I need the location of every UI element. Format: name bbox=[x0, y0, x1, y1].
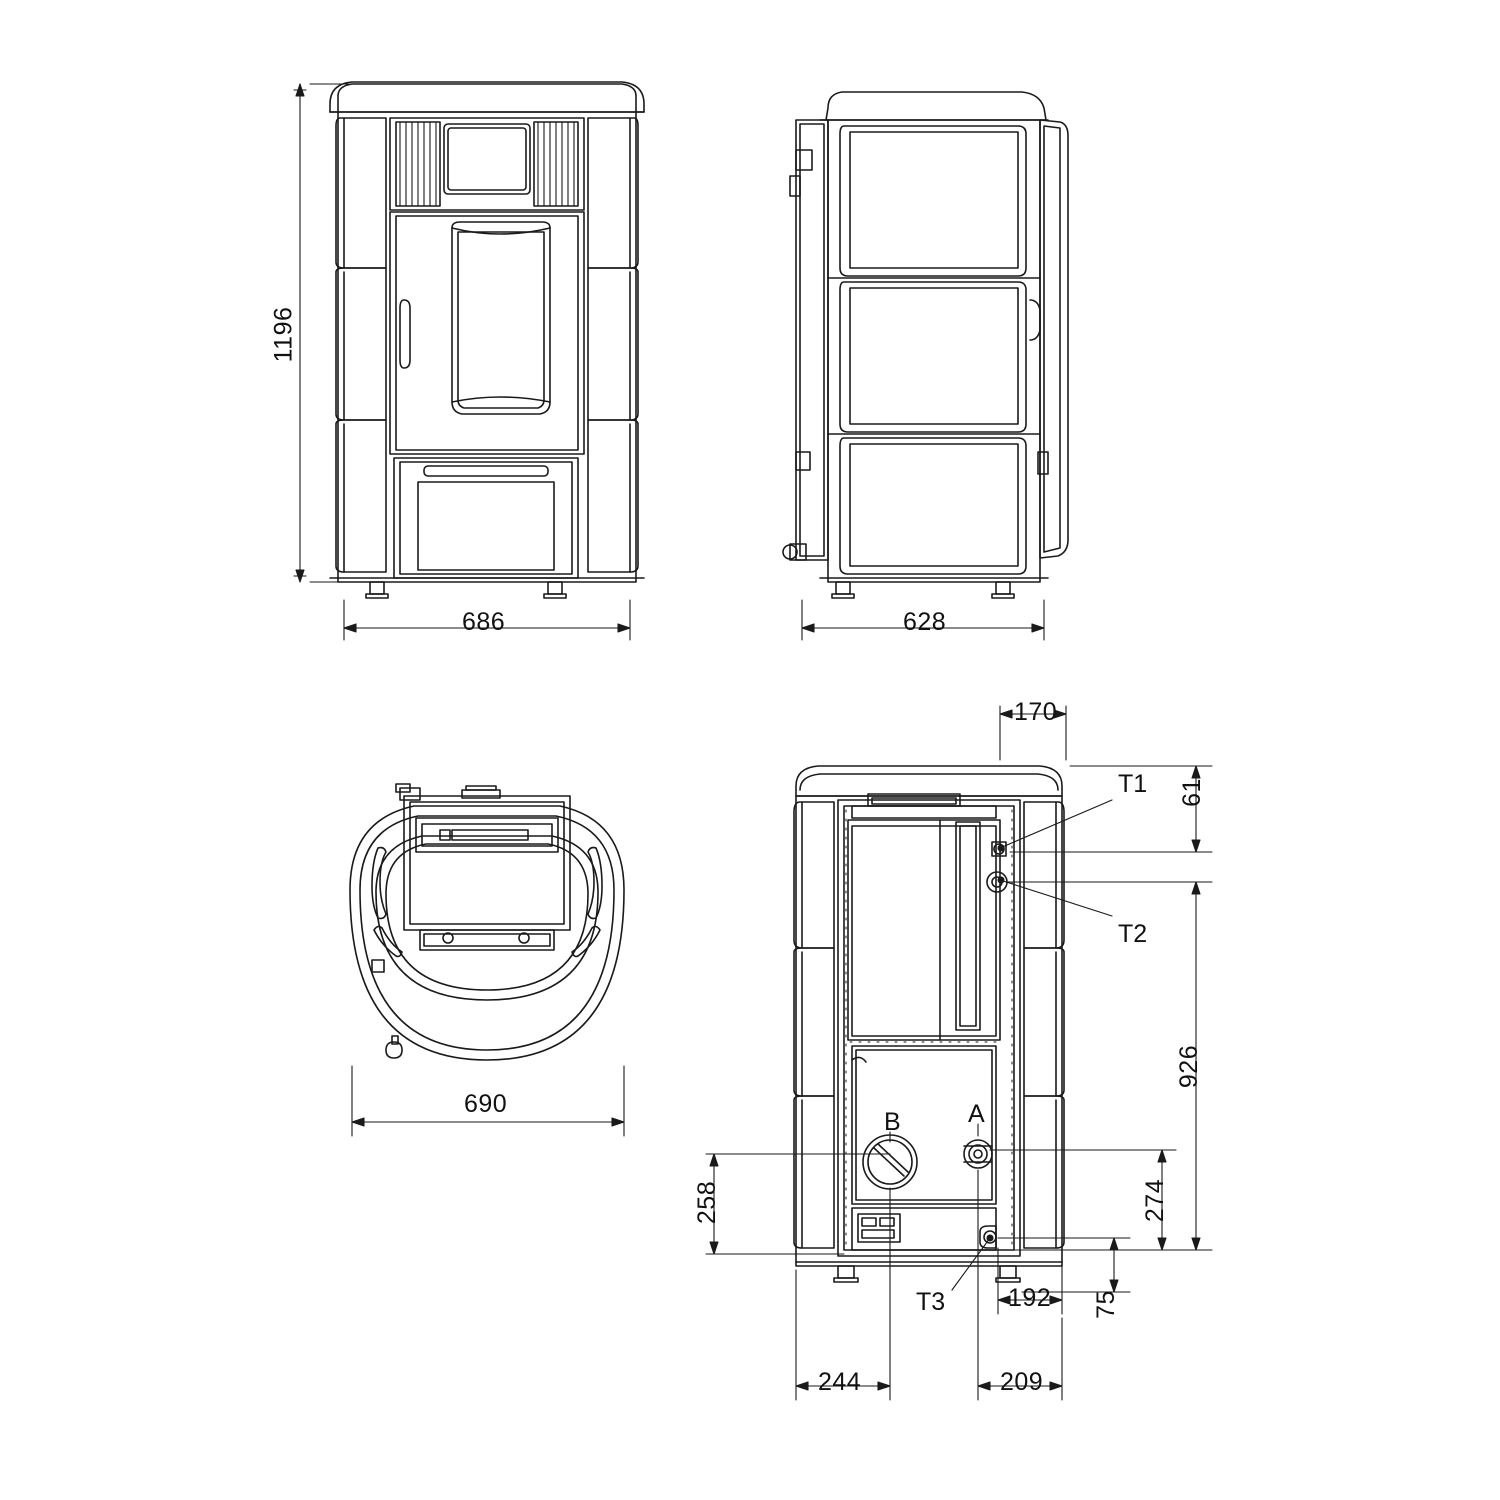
dim-rear-left-height: 258 bbox=[693, 1180, 722, 1225]
dim-front-height: 1196 bbox=[269, 306, 298, 363]
dim-rear-left-offset: 244 bbox=[818, 1368, 862, 1396]
dim-front-width: 686 bbox=[462, 608, 506, 636]
callout-t3: T3 bbox=[916, 1288, 946, 1316]
side-view-geometry bbox=[783, 92, 1068, 598]
dim-rear-t3-offset: 192 bbox=[1008, 1284, 1052, 1312]
dim-rear-top-offset: 170 bbox=[1014, 698, 1058, 726]
callout-port-b: B bbox=[884, 1108, 901, 1136]
dim-rear-bottom-height: 75 bbox=[1091, 1290, 1120, 1319]
rear-view-geometry bbox=[794, 766, 1064, 1282]
callout-port-a: A bbox=[968, 1100, 985, 1128]
dim-side-width: 628 bbox=[903, 608, 947, 636]
top-view-geometry bbox=[350, 784, 624, 1060]
dim-top-width: 690 bbox=[464, 1090, 508, 1118]
dim-rear-overall-height: 926 bbox=[1175, 1044, 1204, 1089]
dim-rear-right-offset: 209 bbox=[1000, 1368, 1044, 1396]
rear-view-dimensions bbox=[706, 706, 1212, 1400]
callout-t1: T1 bbox=[1118, 770, 1148, 798]
dim-rear-right-height: 274 bbox=[1141, 1178, 1170, 1223]
callout-t2: T2 bbox=[1118, 920, 1148, 948]
front-view-geometry bbox=[330, 82, 644, 598]
dim-rear-t1-height: 61 bbox=[1177, 778, 1206, 807]
